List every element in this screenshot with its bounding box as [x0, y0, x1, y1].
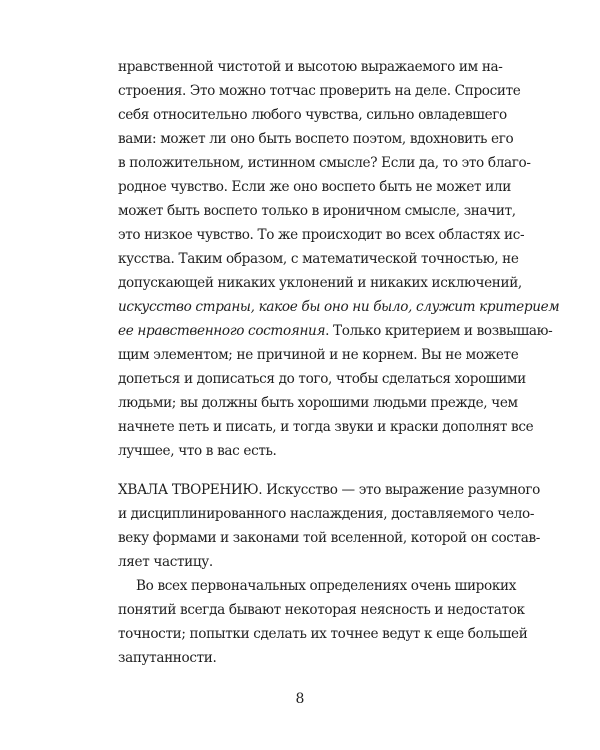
text-line: лучшее, что в вас есть. — [118, 443, 277, 459]
text-line: может быть воспето только в ироничном смысле, значит, — [118, 203, 516, 219]
text-line: нравственной чистотой и высотою выражаемого им на- — [118, 59, 503, 75]
text-line: кусства. Таким образом, с математической точностью, не — [118, 251, 519, 267]
text-line: строения. Это можно тотчас проверить на деле. Спросите — [118, 83, 521, 99]
text-line: людьми; вы должны быть хорошими людьми прежде, чем — [118, 395, 518, 411]
text-line: и дисциплинированного наслаждения, доставляемого чело- — [118, 506, 535, 522]
section-heading-line: ХВАЛА ТВОРЕНИЮ. Искусство — это выражение разумного — [118, 482, 540, 498]
mixed-text-line — [118, 319, 553, 343]
page-number: 8 — [295, 691, 305, 707]
text-line: понятий всегда бывают некоторая неясность и недостаток — [118, 602, 525, 618]
text-line: ляет частицу. — [118, 554, 213, 570]
text-line: допускающей никаких уклонений и никаких исключений, — [118, 275, 522, 291]
text-line: веку формами и законами той вселенной, которой он состав- — [118, 530, 541, 546]
text-line: это низкое чувство. То же происходит во всех областях ис- — [118, 227, 525, 243]
text-line: начнете петь и писать, и тогда звуки и краски дополнят все — [118, 419, 534, 435]
text-line: запутанности. — [118, 650, 217, 666]
text-line: точности; попытки сделать их точнее ведут к еще большей — [118, 626, 528, 642]
text-line: щим элементом; не причиной и не корнем. Вы не можете — [118, 347, 519, 363]
text-line: допеться и дописаться до того, чтобы сделаться хорошими — [118, 371, 526, 387]
text-fragment: . Только критерием и возвышаю- — [325, 323, 553, 339]
text-line: себя относительно любого чувства, сильно овладевшего — [118, 107, 507, 123]
text-line: в положительном, истинном смысле? Если да, то это благо- — [118, 155, 531, 171]
text-line: родное чувство. Если же оно воспето быть не может или — [118, 179, 511, 195]
text-line: вами: может ли оно быть воспето поэтом, вдохновить его — [118, 131, 514, 147]
text-line: Во всех первоначальных определениях очень широких — [136, 578, 517, 594]
italic-text-line: искусство страны, какое бы оно ни было, служит критерием — [118, 299, 560, 315]
italic-fragment: ее нравственного состояния — [118, 323, 326, 339]
